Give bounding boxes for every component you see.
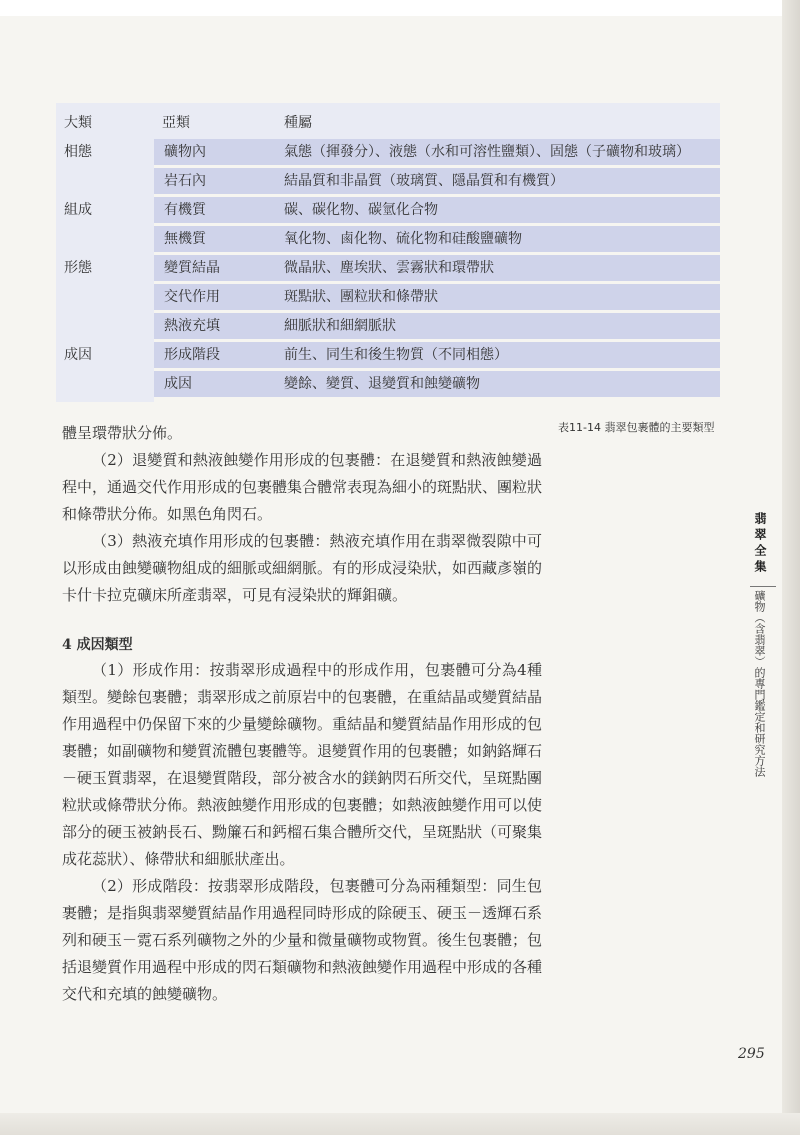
- cell-items: 結晶質和非晶質（玻璃質、隱晶質和有機質）: [284, 173, 564, 189]
- cell-subcategory: 形成階段: [164, 347, 220, 363]
- header-items: 種屬: [284, 115, 312, 131]
- paragraph: （3）熱液充填作用形成的包裹體：熱液充填作用在翡翠微裂隙中可以形成由蝕變礦物組成的細脈或細網脈。有的形成浸染狀，如西藏彥嶺的卡什卡拉克礦床所產翡翠，可見有浸染狀的輝鉬礦。: [62, 532, 543, 604]
- table-caption: 表11-14 翡翠包裹體的主要類型: [558, 421, 715, 434]
- cell-subcategory: 變質結晶: [164, 260, 220, 276]
- cell-subcategory: 有機質: [164, 202, 206, 218]
- cell-items: 碳、碳化物、碳氫化合物: [284, 202, 438, 218]
- chapter-title: 礦物（含翡翠）的專門鑑定和研究方法: [753, 590, 766, 777]
- running-title: [744, 512, 772, 830]
- cell-subcategory: 熱液充填: [164, 318, 220, 334]
- cell-subcategory: 交代作用: [164, 289, 220, 305]
- cell-items: 氣態（揮發分）、液態（水和可溶性鹽類）、固態（子礦物和玻璃）: [284, 144, 690, 160]
- book-title: 翡翠全集: [753, 512, 767, 576]
- cell-subcategory: 岩石內: [164, 173, 206, 189]
- title-divider: [750, 586, 776, 587]
- paragraph: 體呈環帶狀分佈。: [62, 424, 183, 442]
- header-category: 大類: [64, 115, 92, 131]
- inclusion-types-table: [56, 103, 720, 402]
- section-title: 4 成因類型: [62, 637, 133, 653]
- cell-items: 微晶狀、塵埃狀、雲霧狀和環帶狀: [284, 260, 494, 276]
- cell-category: 組成: [64, 202, 92, 218]
- cell-items: 細脈狀和細網脈狀: [284, 318, 396, 334]
- cell-subcategory: 成因: [164, 376, 192, 392]
- cell-items: 斑點狀、團粒狀和條帶狀: [284, 289, 438, 305]
- scan-margin-top: [0, 0, 800, 16]
- body-text-upper: [62, 420, 542, 609]
- cell-subcategory: 礦物內: [164, 144, 206, 160]
- cell-items: 變餘、變質、退變質和蝕變礦物: [284, 376, 480, 392]
- cell-items: 前生、同生和後生物質（不同相態）: [284, 347, 508, 363]
- cell-category: 形態: [64, 260, 92, 276]
- table-header-row: [56, 103, 720, 139]
- paragraph: （1）形成作用：按翡翠形成過程中的形成作用，包裹體可分為4種類型。變餘包裹體；翡翠形成之前原岩中的包裹體，在重結晶或變質結晶作用過程中仍保留下來的少量變餘礦物。重結晶和變質結晶作用形成的包裹體；如副礦物和變質流體包裹體等。退變質作用的包裹體；如鈉鉻輝石－硬玉質翡翠，在退變質階段，部分被含水的鎂鈉閃石所交代，呈斑點團粒狀或條帶狀分佈。熱液蝕變作用形成的包裹體；如熱液蝕變作用可以使部分的硬玉被鈉長石、黝簾石和鈣榴石集合體所交代，呈斑點狀（可聚集成花蕊狀）、條帶狀和細脈狀產出。: [62, 661, 543, 868]
- cell-category: 成因: [64, 347, 92, 363]
- header-subcategory: 亞類: [162, 115, 190, 131]
- cell-subcategory: 無機質: [164, 231, 206, 247]
- paragraph: （2）退變質和熱液蝕變作用形成的包裹體：在退變質和熱液蝕變過程中，通過交代作用形成的包裹體集合體常表現為細小的斑點狀、團粒狀和條帶狀分佈。如黑色角閃石。: [62, 451, 543, 523]
- body-text-lower: [62, 657, 542, 1008]
- page-number: 295: [738, 1046, 765, 1062]
- paragraph: （2）形成階段：按翡翠形成階段，包裹體可分為兩種類型：同生包裹體；是指與翡翠變質結晶作用過程同時形成的除硬玉、硬玉－透輝石系列和硬玉－霓石系列礦物之外的少量和微量礦物或物質。後生包裹體；包括退變質作用過程中形成的閃石類礦物和熱液蝕變作用過程中形成的各種交代和充填的蝕變礦物。: [62, 877, 543, 1003]
- scan-margin-bottom: [0, 1113, 800, 1135]
- cell-items: 氧化物、鹵化物、硫化物和硅酸鹽礦物: [284, 231, 522, 247]
- scan-margin-right: [782, 0, 800, 1135]
- cell-category: 相態: [64, 144, 92, 160]
- table-row: [154, 313, 720, 339]
